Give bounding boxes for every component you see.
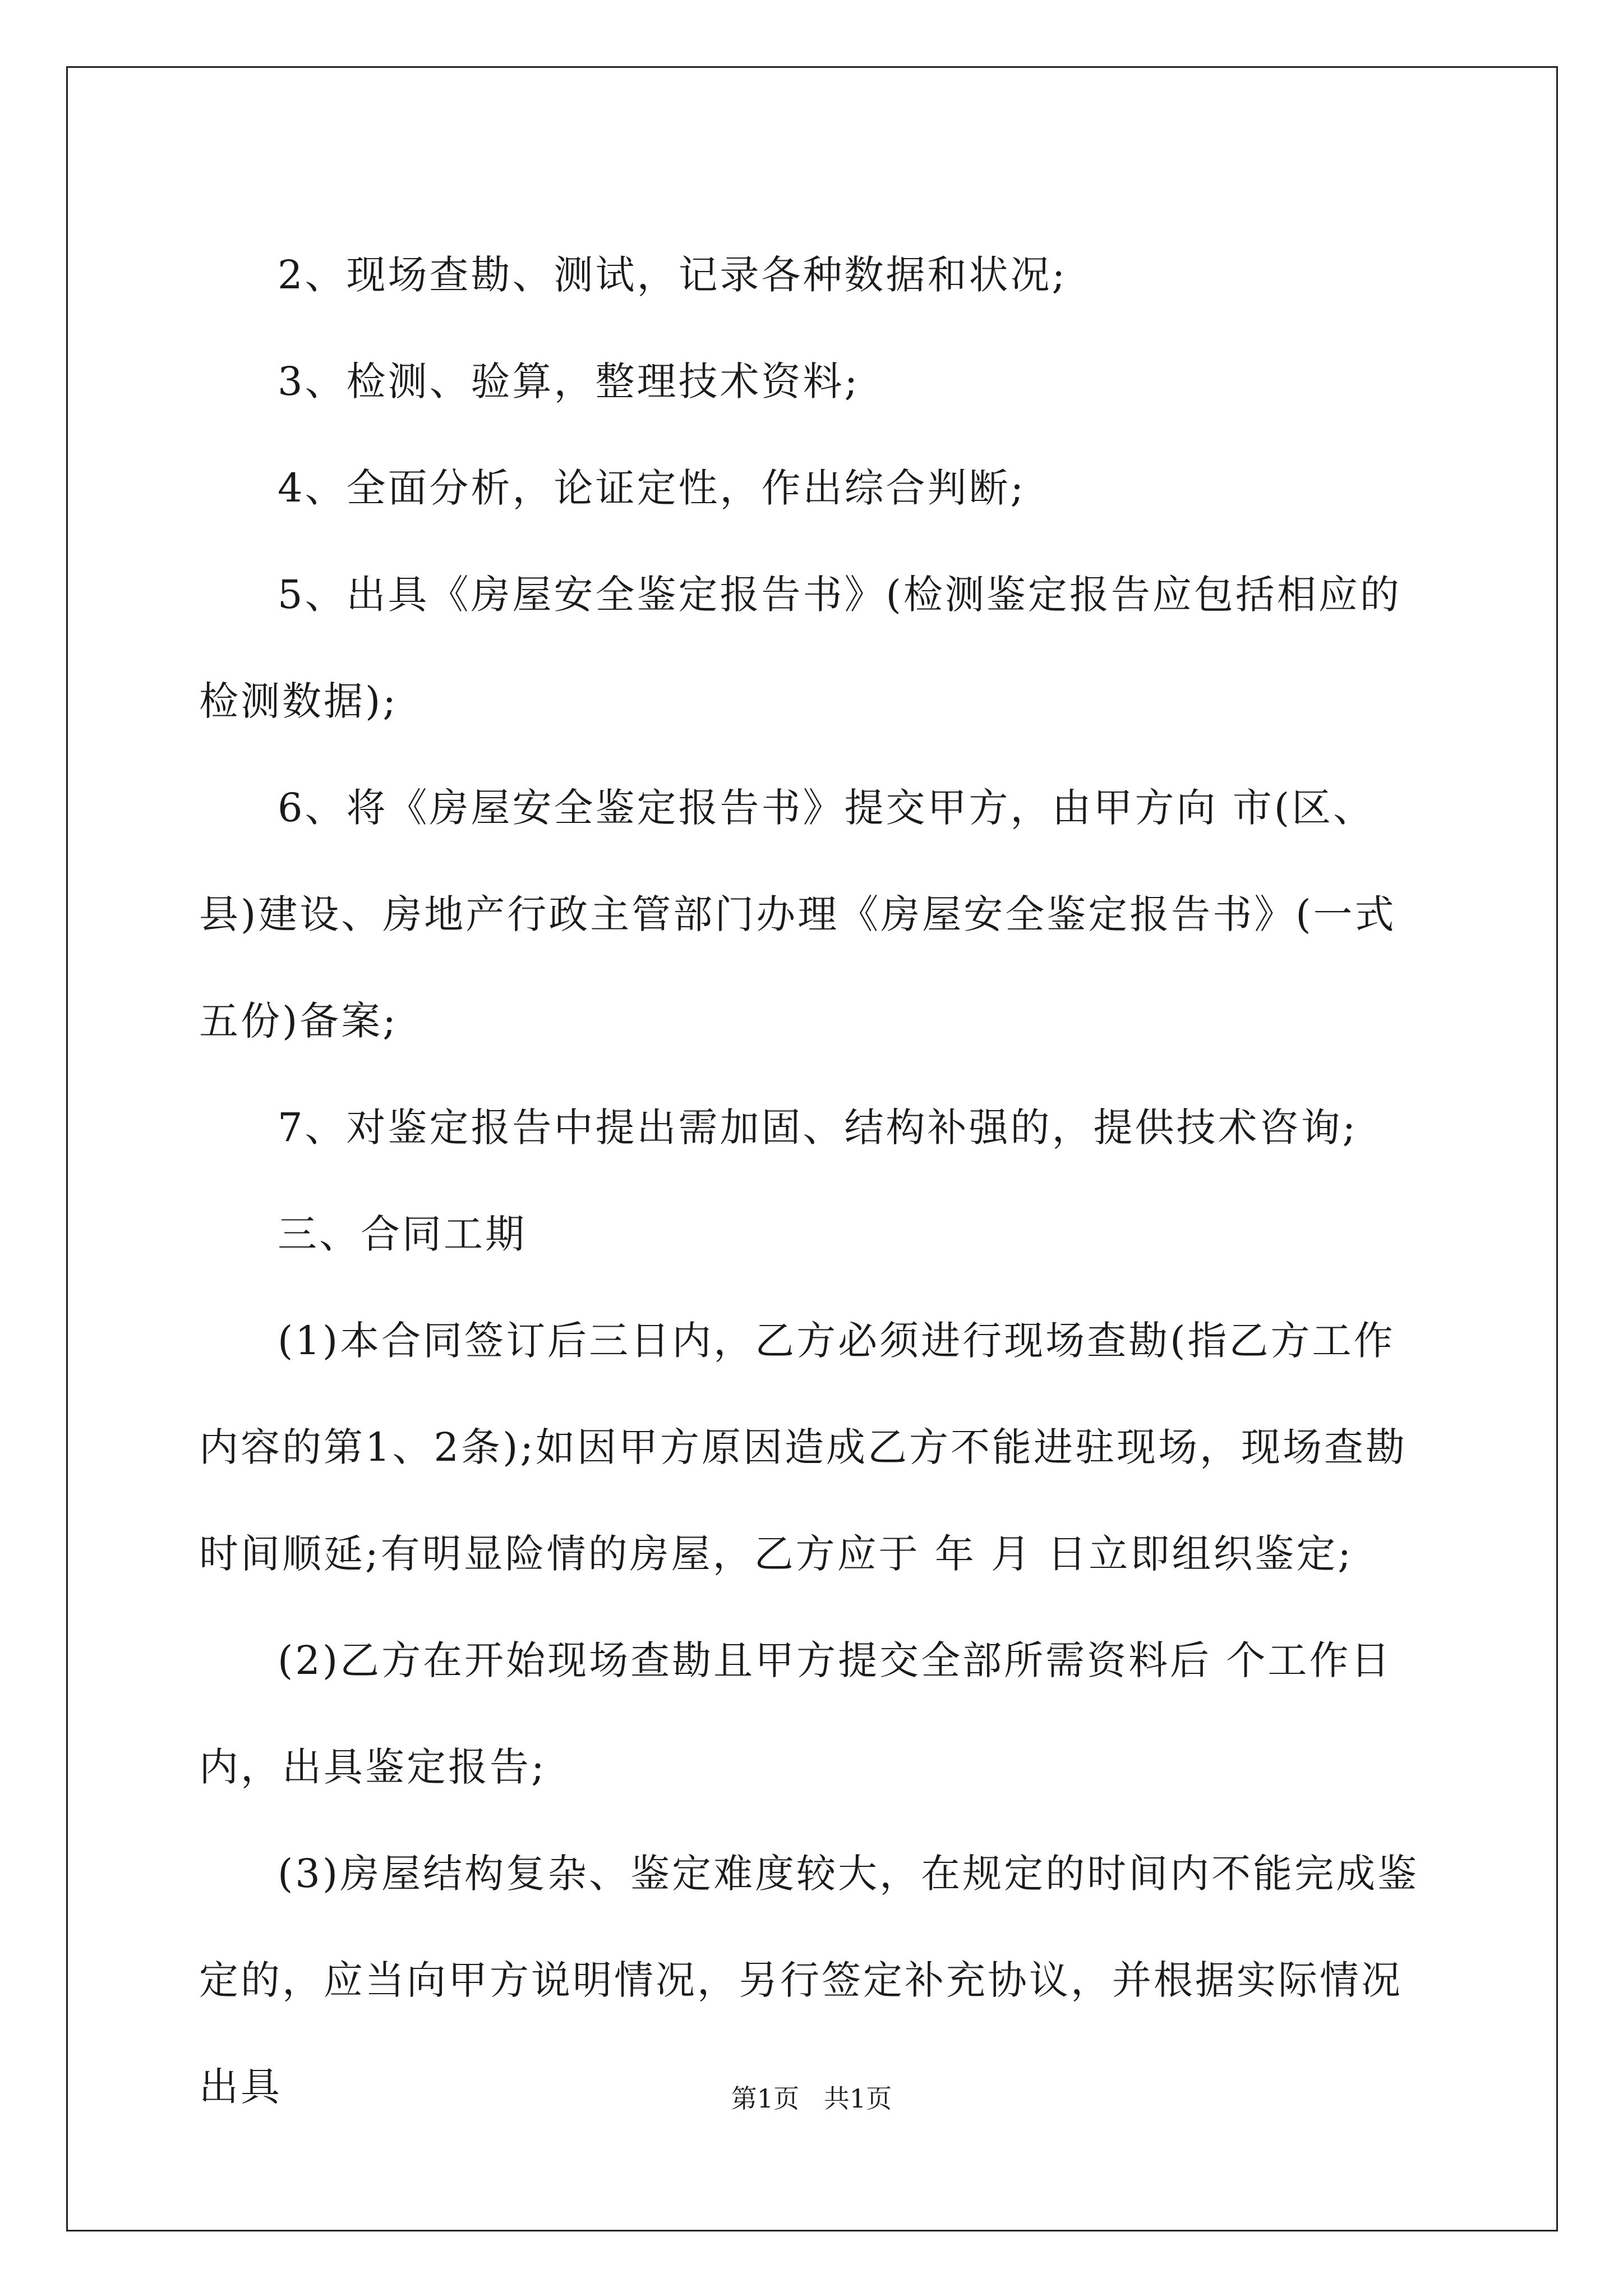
paragraph-item-5: 5、出具《房屋安全鉴定报告书》(检测鉴定报告应包括相应的检测数据);: [199, 572, 1401, 724]
paragraph-item-4: 4、全面分析，论证定性，作出综合判断;: [278, 465, 1026, 511]
paragraph-item-7: 7、对鉴定报告中提出需加固、结构补强的，提供技术咨询;: [278, 1105, 1358, 1151]
section-heading-contract-period: 三、合同工期: [278, 1211, 527, 1257]
paragraph-item-3: 3、检测、验算，整理技术资料;: [278, 358, 860, 404]
clause-3: (3)房屋结构复杂、鉴定难度较大，在规定的时间内不能完成鉴定的，应当向甲方说明情况，另行签定补充协议，并根据实际情况出具: [199, 1851, 1419, 2110]
paragraph-item-2: 2、现场查勘、测试，记录各种数据和状况;: [278, 252, 1068, 298]
clause-2: (2)乙方在开始现场查勘且甲方提交全部所需资料后 个工作日内，出具鉴定报告;: [199, 1637, 1393, 1790]
document-body: [199, 222, 1433, 2140]
page-number-footer: 第1页 共1页: [731, 2083, 892, 2114]
paragraph-item-6: 6、将《房屋安全鉴定报告书》提交甲方，由甲方向 市(区、县)建设、房地产行政主管部门办理《房屋安全鉴定报告书》(一式五份)备案;: [199, 785, 1396, 1044]
clause-1: (1)本合同签订后三日内，乙方必须进行现场查勘(指乙方工作内容的第1、2条);如因甲方原因造成乙方不能进驻现场，现场查勘时间顺延;有明显险情的房屋，乙方应于 年 月 日立即组织鉴定;: [199, 1318, 1407, 1577]
